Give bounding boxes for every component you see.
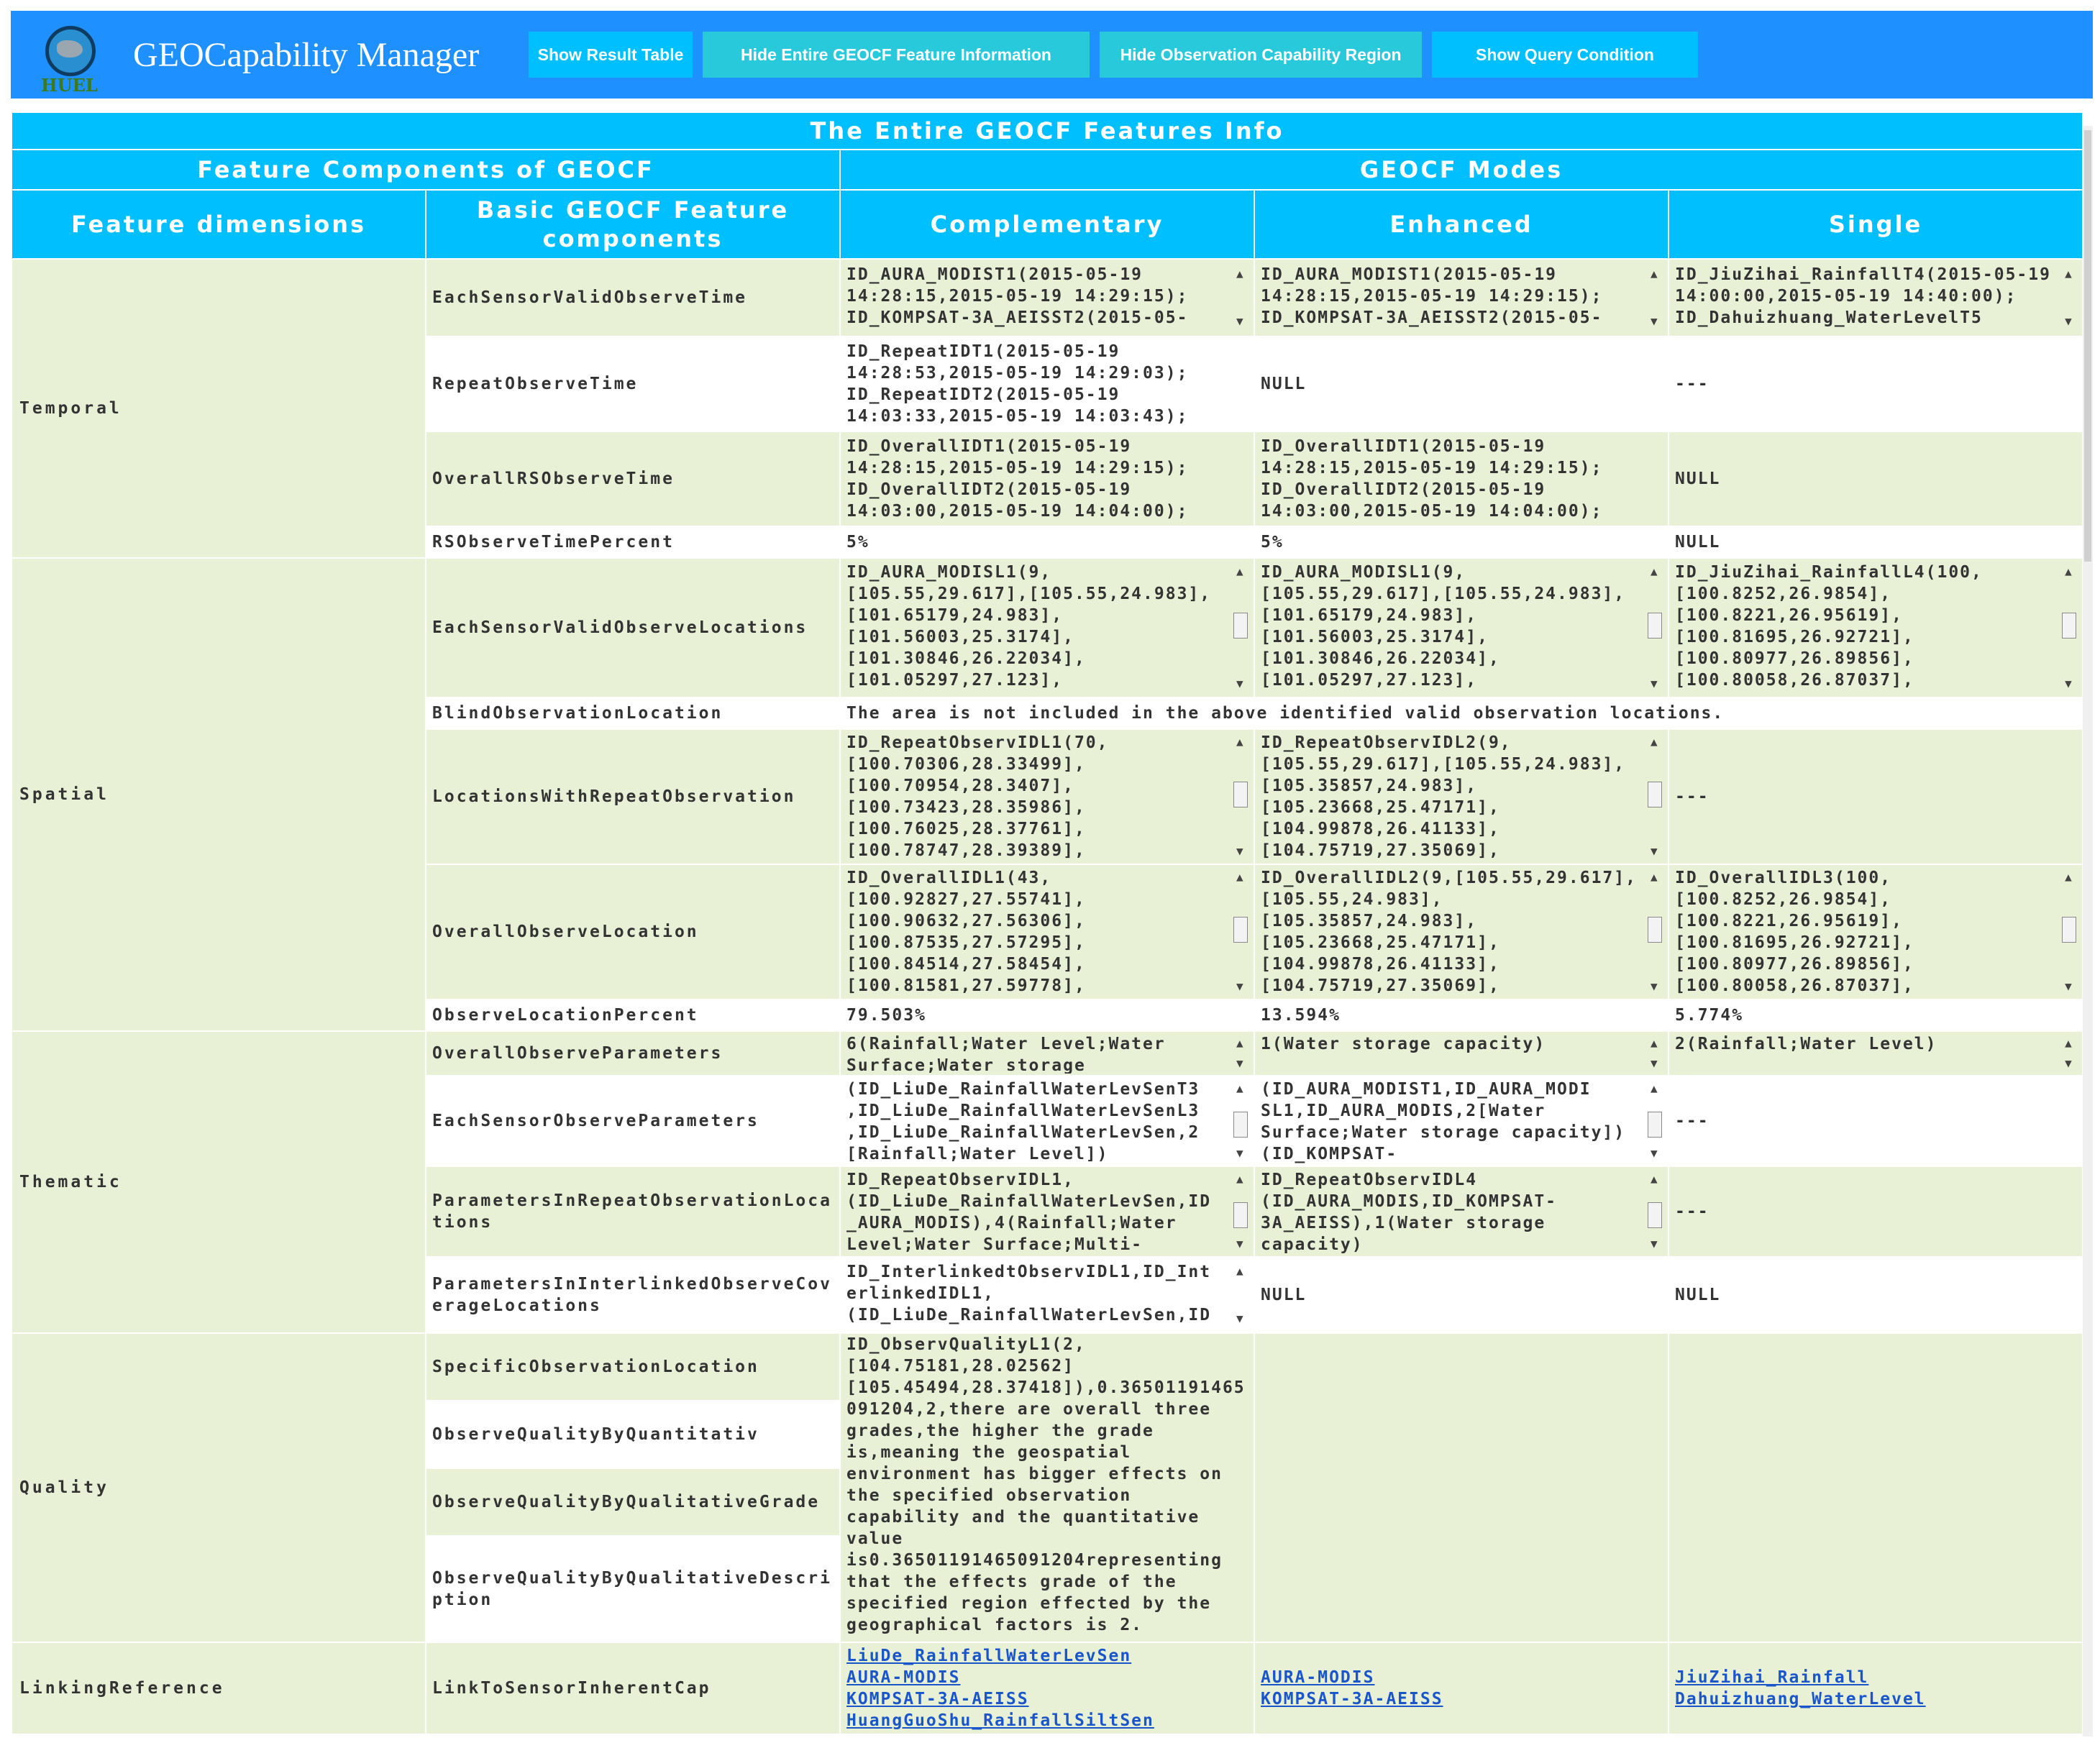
scrollbar[interactable]: ▲ ▼ [1232,1172,1249,1251]
value-text: NULL [1668,526,2083,558]
component-name: ParametersInRepeatObservationLocations [426,1166,840,1257]
scrollbar[interactable]: ▲ ▼ [1651,1036,1659,1070]
value-textarea[interactable]: ID_RepeatObservIDL1(70, [100.70306,28.33499], [100.70954,28.3407], [100.73423,28.35986], [100.76025,28.37761], [100.78747,28.39389], ▲ ▼ [846,732,1254,861]
sensor-link[interactable]: LiuDe_RainfallWaterLevSen [846,1647,1132,1665]
sensor-link[interactable]: KOMPSAT-3A-AEISS [846,1690,1029,1708]
dim-quality: Quality [12,1333,426,1642]
value-text: --- [1668,337,2083,431]
value-text: The area is not included in the above identified valid observation locations. [840,697,2083,729]
component-name: EachSensorObserveParameters [426,1076,840,1166]
dim-thematic: Thematic [12,1031,426,1333]
scrollbar[interactable]: ▲ ▼ [1651,267,1659,328]
dim-linking: LinkingReference [12,1642,426,1734]
sensor-link[interactable]: KOMPSAT-3A-AEISS [1261,1690,1443,1708]
hide-observation-region-button[interactable]: Hide Observation Capability Region [1100,32,1422,78]
empty-cell [1668,1333,2083,1642]
value-textarea[interactable]: ID_OverallIDL1(43, [100.92827,27.55741], [100.90632,27.56306], [100.87535,27.57295], [100.84514,27.58454], [100.81581,27.59778], ▲ ▼ [846,867,1254,997]
logo-text: HUEL [41,75,98,96]
scrollbar[interactable]: ▲ ▼ [1646,1081,1663,1161]
component-name: LinkToSensorInherentCap [426,1642,840,1734]
quality-text: ID_ObservQualityL1(2, [104.75181,28.02562] [105.45494,28.37418]),0.36501191465 091204,2,there are overall three grades,the higher the grade is,meaning the geospatial environment has bigger effects on the specified observation capability and the quantitative value is0.36501191465091204representing that the effects grade of the specified region effected by the geographical factors is 2. [846,1335,1246,1634]
scrollbar[interactable]: ▲ ▼ [1646,735,1663,859]
value-text: 5% [1254,526,1668,558]
scrollbar[interactable]: ▲ ▼ [1232,870,1249,994]
value-textarea[interactable]: (ID_AURA_MODIST1,ID_AURA_MODI SL1,ID_AURA_MODIS,2[Water Surface;Water storage capacity]) (ID_KOMPSAT- ▲ ▼ [1261,1079,1668,1163]
page-scrollbar[interactable] [2083,126,2093,1736]
value-text: ID_RepeatIDT1(2015-05-19 14:28:53,2015-05-19 14:29:03); ID_RepeatIDT2(2015-05-19 14:03:33,2015-05-19 14:03:43); [846,342,1189,426]
scrollbar[interactable]: ▲ ▼ [1236,1264,1245,1325]
scrollbar[interactable]: ▲ ▼ [2060,564,2078,691]
value-text: 5% [840,526,1254,558]
scrollbar[interactable]: ▲ ▼ [2065,1036,2073,1070]
value-text: 79.503% [840,999,1254,1031]
component-name: ObserveQualityByQualitativeDescription [426,1536,840,1642]
component-name: LocationsWithRepeatObservation [426,729,840,864]
scrollbar[interactable]: ▲ ▼ [1236,267,1245,328]
sensor-link[interactable]: Dahuizhuang_WaterLevel [1675,1690,1926,1708]
value-text: NULL [1668,1257,2083,1333]
app-header [11,11,2093,99]
value-textarea[interactable]: ID_RepeatObservIDL1, (ID_LiuDe_RainfallWaterLevSen,ID _AURA_MODIS),4(Rainfall;Water Level;Water Surface;Multi- ▲ ▼ [846,1169,1254,1254]
value-text: NULL [1668,431,2083,526]
geocf-modes-header: GEOCF Modes [840,150,2083,190]
value-textarea[interactable]: ID_JiuZihai_RainfallT4(2015-05-19 14:00:00,2015-05-19 14:40:00); ID_Dahuizhuang_WaterLevelT5 ▲ ▼ [1675,264,2082,331]
value-textarea[interactable]: ID_RepeatObservIDL2(9, [105.55,29.617],[105.55,24.983], [105.35857,24.983], [105.23668,25.47171], [104.99878,26.41133], [104.75719,27.35069], ▲ ▼ [1261,732,1668,861]
feature-components-header: Feature Components of GEOCF [12,150,840,190]
scrollbar[interactable]: ▲ ▼ [2065,267,2073,328]
value-textarea[interactable]: ID_JiuZihai_RainfallL4(100, [100.8252,26.9854], [100.8221,26.95619], [100.81695,26.92721], [100.80977,26.89856], [100.80058,26.87037], ▲ ▼ [1675,562,2082,694]
value-textarea[interactable]: (ID_LiuDe_RainfallWaterLevSenT3 ,ID_LiuDe_RainfallWaterLevSenL3 ,ID_LiuDe_RainfallWaterLevSen,2 [Rainfall;Water Level]) ▲ ▼ [846,1079,1254,1163]
value-textarea[interactable]: ID_OverallIDL3(100, [100.8252,26.9854], [100.8221,26.95619], [100.81695,26.92721], [100.80977,26.89856], [100.80058,26.87037], ▲ ▼ [1675,867,2082,997]
table-row [12,1031,2083,1076]
value-textarea[interactable]: ID_AURA_MODISL1(9, [105.55,29.617],[105.55,24.983], [101.65179,24.983], [101.56003,25.3174], [101.30846,26.22034], [101.05297,27.123], ▲ ▼ [846,562,1254,694]
table-row [12,1333,2083,1401]
value-textarea[interactable]: 2(Rainfall;Water Level) ▲ ▼ [1675,1033,2082,1074]
value-textarea[interactable]: ID_AURA_MODISL1(9, [105.55,29.617],[105.55,24.983], [101.65179,24.983], [101.56003,25.3174], [101.30846,26.22034], [101.05297,27.123], ▲ ▼ [1261,562,1668,694]
component-name: OverallObserveParameters [426,1031,840,1076]
table-row [12,259,2083,337]
value-text: --- [1668,1166,2083,1257]
component-name: EachSensorValidObserveLocations [426,558,840,697]
value-text: 13.594% [1254,999,1668,1031]
table-title: The Entire GEOCF Features Info [12,112,2083,150]
value-textarea[interactable]: ID_AURA_MODIST1(2015-05-19 14:28:15,2015-05-19 14:29:15); ID_KOMPSAT-3A_AEISST2(2015-05- ▲ ▼ [846,264,1254,331]
component-name: OverallRSObserveTime [426,431,840,526]
scrollbar[interactable]: ▲ ▼ [1236,1036,1245,1070]
sensor-link[interactable]: AURA-MODIS [1261,1668,1375,1687]
col-complementary: Complementary [840,190,1254,259]
component-name: OverallObserveLocation [426,864,840,999]
value-textarea[interactable]: ID_InterlinkedtObservIDL1,ID_Int erlinkedIDL1, (ID_LiuDe_RainfallWaterLevSen,ID ▲ ▼ [846,1261,1254,1329]
show-result-table-button[interactable]: Show Result Table [529,32,693,78]
value-text: ID_OverallIDT1(2015-05-19 14:28:15,2015-05-19 14:29:15); ID_OverallIDT2(2015-05-19 14:03:00,2015-05-19 14:04:00); [1261,437,1603,521]
app-window [11,11,2093,1741]
value-text: NULL [1254,1257,1668,1333]
component-name: SpecificObservationLocation [426,1333,840,1401]
col-feature-dimensions: Feature dimensions [12,190,426,259]
value-text: 5.774% [1668,999,2083,1031]
value-text: --- [1668,1076,2083,1166]
land-shape [57,40,83,58]
sensor-link[interactable]: HuangGuoShu_RainfallSiltSen [846,1711,1154,1730]
scrollbar[interactable]: ▲ ▼ [1232,735,1249,859]
component-name: ParametersInInterlinkedObserveCoverageLocations [426,1257,840,1333]
value-textarea[interactable]: ID_RepeatObservIDL4 (ID_AURA_MODIS,ID_KOMPSAT- 3A_AEISS),1(Water storage capacity) ▲ ▼ [1261,1169,1668,1254]
sensor-link[interactable]: AURA-MODIS [846,1668,961,1687]
component-name: ObserveQualityByQuantitativ [426,1401,840,1468]
value-text: NULL [1254,337,1668,431]
table-row [12,1642,2083,1734]
value-textarea[interactable]: ID_OverallIDL2(9,[105.55,29.617], [105.55,24.983], [105.35857,24.983], [105.23668,25.47171], [104.99878,26.41133], [104.75719,27.35069], ▲ ▼ [1261,867,1668,997]
table-row [12,558,2083,697]
value-text: ID_OverallIDT1(2015-05-19 14:28:15,2015-05-19 14:29:15); ID_OverallIDT2(2015-05-19 14:03:00,2015-05-19 14:04:00); [846,437,1189,521]
col-basic-components: Basic GEOCF Feature components [426,190,840,259]
value-textarea[interactable]: ID_AURA_MODIST1(2015-05-19 14:28:15,2015-05-19 14:29:15); ID_KOMPSAT-3A_AEISST2(2015-05- ▲ ▼ [1261,264,1668,331]
col-enhanced: Enhanced [1254,190,1668,259]
component-name: ObserveQualityByQualitativeGrade [426,1468,840,1536]
value-text: --- [1668,729,2083,864]
component-name: RSObserveTimePercent [426,526,840,558]
scrollbar[interactable]: ▲ ▼ [1646,564,1663,691]
value-textarea[interactable]: 6(Rainfall;Water Level;Water Surface;Water storage ▲ ▼ [846,1033,1254,1074]
dim-temporal: Temporal [12,259,426,558]
scrollbar[interactable]: ▲ ▼ [2060,870,2078,994]
value-textarea[interactable]: 1(Water storage capacity) ▲ ▼ [1261,1033,1668,1074]
component-name: ObserveLocationPercent [426,999,840,1031]
component-name: BlindObservationLocation [426,697,840,729]
sensor-link[interactable]: JiuZihai_Rainfall [1675,1668,1869,1687]
show-query-condition-button[interactable]: Show Query Condition [1432,32,1698,78]
component-name: EachSensorValidObserveTime [426,259,840,337]
scrollbar[interactable]: ▲ ▼ [1646,1172,1663,1251]
geocf-features-table [11,111,2083,1735]
component-name: RepeatObserveTime [426,337,840,431]
app-logo [40,19,104,96]
scrollbar[interactable]: ▲ ▼ [1232,564,1249,691]
scrollbar[interactable]: ▲ ▼ [1232,1081,1249,1161]
scrollbar[interactable]: ▲ ▼ [1646,870,1663,994]
empty-cell [1254,1333,1668,1642]
dim-spatial: Spatial [12,558,426,1031]
col-single: Single [1668,190,2083,259]
app-title: GEOCapability Manager [133,35,480,74]
hide-entire-feature-info-button[interactable]: Hide Entire GEOCF Feature Information [703,32,1090,78]
